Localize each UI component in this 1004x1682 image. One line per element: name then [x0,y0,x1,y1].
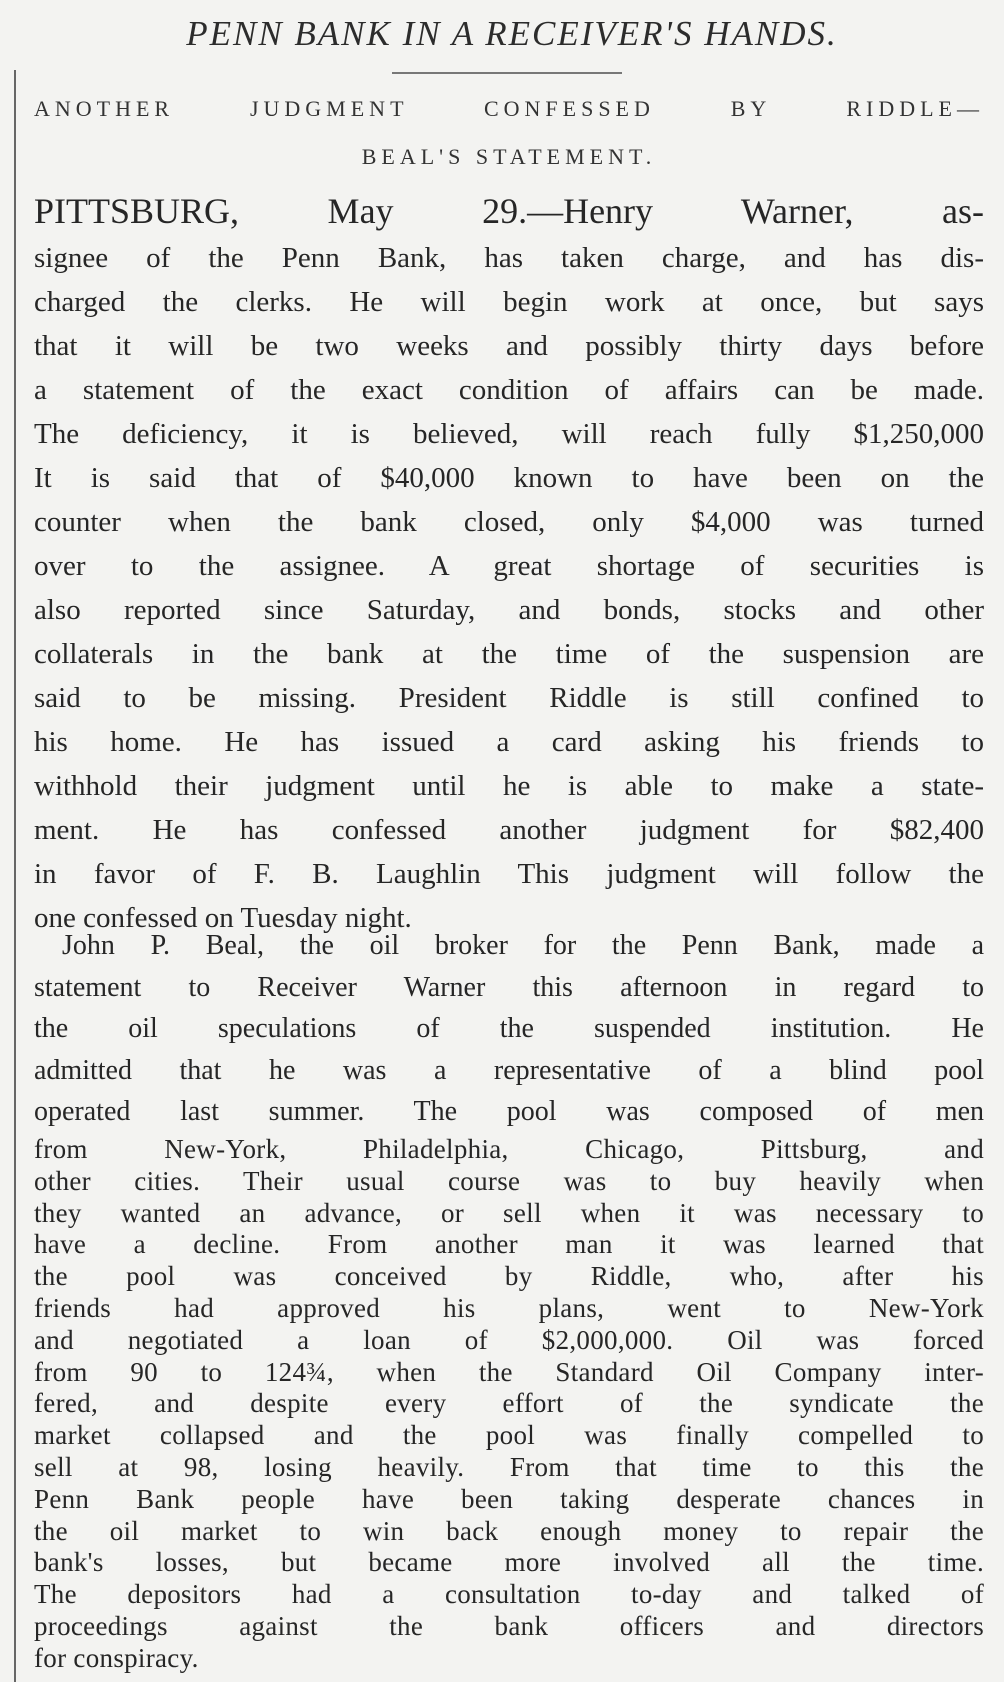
text-line: from 90 to 124¾, when the Standard Oil Company inter- [34,1356,984,1387]
text-line: ment. He has confessed another judgment for $82,400 [34,814,984,846]
text-line: from New-York, Philadelphia, Chicago, Pittsburg, and [34,1134,984,1164]
text-line: that it will be two weeks and possibly thirty days before [34,330,984,362]
text-line: Penn Bank people have been taking desperate chances in [34,1483,984,1514]
text-line: also reported since Saturday, and bonds, stocks and other [34,594,984,626]
text-line: charged the clerks. He will begin work at once, but says [34,286,984,318]
text-line: collaterals in the bank at the time of the suspension are [34,638,984,670]
column-rule [14,70,16,1682]
text-line: The deficiency, it is believed, will reach fully $1,250,000 [34,418,984,450]
text-line: The depositors had a consultation to-day and talked of [34,1579,984,1610]
text-line: It is said that of $40,000 known to have been on the [34,462,984,494]
text-line: friends had approved his plans, went to New-York [34,1292,984,1323]
text-line: for conspiracy. [34,1642,199,1673]
text-line: other cities. Their usual course was to buy heavily when [34,1165,984,1196]
text-line: signee of the Penn Bank, has taken charge, and has dis- [34,242,984,274]
text-line: a statement of the exact condition of affairs can be made. [34,374,984,406]
text-line: market collapsed and the pool was finally compelled to [34,1420,984,1451]
text-line: fered, and despite every effort of the syndicate the [34,1388,984,1419]
headline: PENN BANK IN A RECEIVER'S HANDS. [186,14,838,53]
text-line: proceedings against the bank officers and directors [34,1610,984,1641]
text-line: they wanted an advance, or sell when it was necessary to [34,1197,984,1228]
article-paragraph-3 [34,1134,984,1675]
text-line: John P. Beal, the oil broker for the Penn Bank, made a [62,930,984,961]
text-line: the oil speculations of the suspended institution. He [34,1013,984,1044]
text-line: bank's losses, but became more involved all the time. [34,1547,984,1578]
text-line: in favor of F. B. Laughlin This judgment will follow the [34,858,984,890]
text-line: admitted that he was a representative of a blind pool [34,1054,984,1086]
text-line: his home. He has issued a card asking his friends to [34,726,984,758]
headline-divider [392,72,622,74]
subheadline-line-2: BEAL'S STATEMENT. [361,144,657,169]
text-line: operated last summer. The pool was composed of men [34,1096,984,1127]
text-line: said to be missing. President Riddle is still confined to [34,682,984,714]
article-paragraph-1 [34,186,984,940]
text-line: withhold their judgment until he is able to make a state- [34,770,984,802]
text-line: sell at 98, losing heavily. From that time to this the [34,1451,984,1482]
text-line: and negotiated a loan of $2,000,000. Oil was forced [34,1324,984,1355]
dateline-line: PITTSBURG, May 29.—Henry Warner, as- [34,191,984,231]
text-line: the pool was conceived by Riddle, who, after his [34,1261,984,1292]
text-line: one confessed on Tuesday night. [34,902,412,934]
text-line: have a decline. From another man it was learned that [34,1229,984,1260]
text-line: statement to Receiver Warner this afternoon in regard to [34,971,984,1003]
subheadline-line-1: ANOTHER JUDGMENT CONFESSED BY RIDDLE— [34,96,984,121]
text-line: over to the assignee. A great shortage of securities is [34,550,984,582]
article-paragraph-2 [34,925,984,1133]
text-line: counter when the bank closed, only $4,000 was turned [34,506,984,538]
text-line: the oil market to win back enough money to repair the [34,1515,984,1546]
